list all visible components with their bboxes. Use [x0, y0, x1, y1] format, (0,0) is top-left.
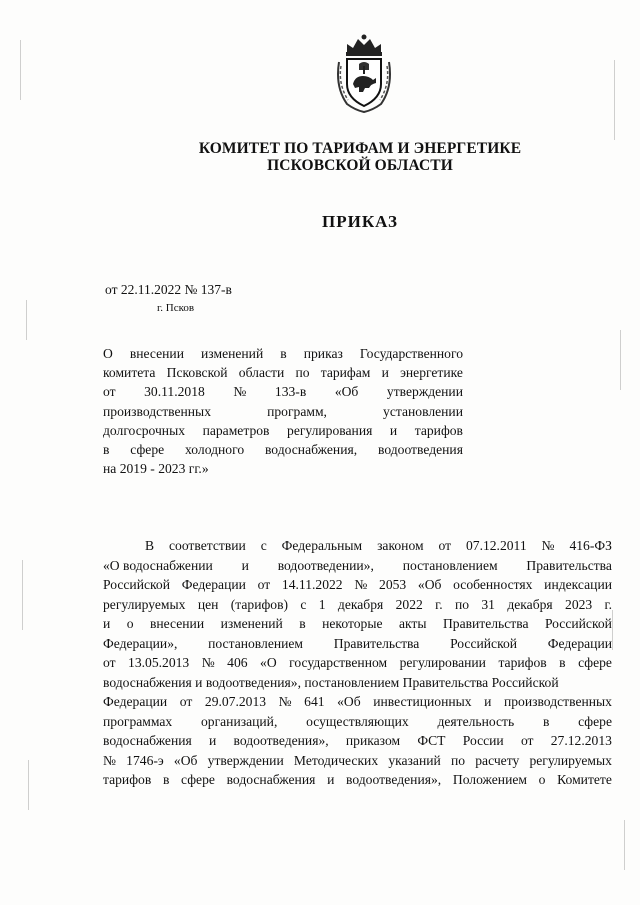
word: и: [103, 616, 111, 631]
text-line: [103, 770, 612, 790]
word: водоотведения»,: [233, 733, 329, 748]
word: Федерации: [103, 694, 168, 709]
word: в: [299, 616, 306, 631]
word: от: [179, 694, 193, 709]
word: Правительства: [526, 557, 612, 573]
word: г.: [604, 596, 612, 612]
word: осуществляющих: [306, 713, 409, 729]
word: от: [103, 384, 116, 400]
word: 2022: [395, 596, 423, 612]
word: регулирования: [287, 422, 373, 438]
text-line: [103, 731, 612, 751]
word: о: [126, 616, 134, 631]
word: 406: [227, 655, 248, 670]
word: О: [103, 346, 113, 361]
word: «Об: [173, 752, 198, 768]
word: холодного: [185, 442, 245, 458]
word: Правительства: [442, 616, 529, 631]
word: регулируемых: [529, 752, 612, 768]
word: в: [542, 713, 550, 729]
order-city: г. Псков: [157, 302, 195, 314]
word: изменений: [220, 616, 283, 631]
word: утверждении: [386, 384, 463, 400]
word: программах: [103, 713, 173, 729]
order-title: ПРИКАЗ: [322, 212, 398, 231]
word: указаний: [388, 752, 441, 768]
word: внесении: [129, 346, 184, 361]
word: расчету: [475, 752, 520, 768]
committee-name-line2: ПСКОВСКОЙ ОБЛАСТИ: [267, 157, 453, 174]
word: от: [257, 577, 271, 592]
text-line: [103, 751, 612, 771]
word: водоснабжения,: [264, 442, 358, 458]
word: водоснабжения: [226, 772, 316, 787]
word: акты: [398, 616, 427, 631]
text-line: [103, 344, 463, 363]
word: №: [278, 694, 292, 709]
word: декабря: [337, 596, 384, 612]
word: производственных: [503, 694, 612, 709]
word: в: [162, 772, 170, 787]
word: и: [381, 365, 389, 381]
word: в: [103, 442, 110, 458]
word: производственных: [103, 403, 211, 419]
word: «Об: [334, 384, 359, 400]
word: №: [103, 752, 116, 768]
word: сфере: [578, 655, 612, 670]
word: Методических: [293, 752, 379, 768]
text-line: [103, 382, 463, 401]
word: 31: [481, 596, 495, 612]
word: Псковской: [166, 365, 228, 381]
text-line: [103, 712, 612, 732]
text-line: [103, 363, 463, 382]
order-date-number: от 22.11.2022 № 137-в: [105, 282, 232, 297]
text-line: [103, 556, 612, 576]
word: тарифам: [320, 365, 371, 381]
word: в: [559, 655, 566, 670]
word: инвестиционных: [373, 694, 472, 709]
word: на 2019 - 2023 гг.»: [103, 461, 209, 477]
word: Федерации: [181, 577, 246, 592]
word: 13.05.2013: [128, 655, 190, 670]
word: Российской: [103, 577, 170, 592]
word: «О водоснабжении: [103, 557, 213, 573]
word: внесении: [149, 616, 205, 631]
word: цен: [197, 596, 219, 612]
word: от: [520, 733, 534, 748]
word: декабря: [507, 596, 553, 612]
word: 07.12.2011: [465, 538, 527, 553]
word: водоснабжения и водоотведения», постановлением Правительства Российской: [103, 674, 559, 690]
text-line: [103, 653, 612, 673]
word: водоотведении»,: [277, 557, 374, 573]
word: области: [238, 365, 285, 381]
word: №: [201, 655, 215, 670]
word: 2023: [565, 596, 593, 612]
text-line: [103, 421, 463, 440]
text-line: [103, 536, 612, 556]
word: Государственного: [359, 346, 463, 361]
word: водоотведения: [378, 442, 463, 458]
word: 27.12.2013: [550, 733, 612, 748]
word: 1: [318, 596, 326, 612]
word: России: [462, 733, 504, 748]
word: сфере: [130, 442, 165, 458]
word: индексации: [544, 577, 612, 592]
word: 14.11.2022: [281, 577, 343, 592]
text-line: [103, 673, 612, 693]
word: в: [280, 346, 287, 361]
word: сфере: [181, 772, 215, 787]
word: комитета: [103, 365, 156, 381]
word: организаций,: [200, 713, 278, 729]
text-line: [103, 692, 612, 712]
word: изменений: [201, 346, 264, 361]
word: постановлением: [208, 635, 304, 651]
word: о: [538, 772, 546, 787]
word: №: [541, 538, 555, 553]
text-line: [103, 634, 612, 654]
word: 416-ФЗ: [569, 538, 612, 553]
word: и: [484, 694, 492, 709]
word: 29.07.2013: [204, 694, 267, 709]
word: особенностях: [453, 577, 533, 592]
text-line: [103, 459, 463, 478]
word: 1746-э: [126, 752, 164, 768]
word: соответствии: [168, 538, 246, 553]
word: и: [209, 733, 217, 748]
text-line: [103, 402, 463, 421]
word: 133-в: [274, 384, 307, 400]
word: по: [450, 752, 466, 768]
word: «Об: [337, 694, 361, 709]
word: Российской: [544, 616, 612, 631]
word: и: [327, 772, 335, 787]
word: ФСТ: [417, 733, 446, 748]
word: с: [260, 538, 267, 553]
word: (тарифов): [230, 596, 289, 612]
word: тарифов: [498, 655, 547, 670]
word: №: [233, 384, 247, 400]
word: 641: [304, 694, 325, 709]
word: тарифов: [103, 772, 152, 787]
order-subject: [103, 344, 463, 478]
order-body-paragraph: [103, 536, 612, 790]
word: приказом: [345, 733, 401, 748]
word: от: [438, 538, 452, 553]
text-line: [103, 595, 612, 615]
word: №: [354, 577, 368, 592]
word: Правительства: [333, 635, 420, 651]
word: Положением: [452, 772, 527, 787]
word: Федеральным: [281, 538, 363, 553]
word: программ,: [267, 403, 327, 419]
word: постановлением: [402, 557, 498, 573]
word: сфере: [578, 713, 612, 729]
word: по: [295, 365, 310, 381]
word: некоторые: [322, 616, 383, 631]
word: законом: [377, 538, 424, 553]
word: от: [103, 655, 116, 670]
text-line: [103, 575, 612, 595]
committee-name-line1: КОМИТЕТ ПО ТАРИФАМ И ЭНЕРГЕТИКЕ: [198, 140, 522, 157]
word: «О: [260, 655, 277, 670]
word: и: [241, 557, 249, 573]
word: параметров: [202, 422, 270, 438]
word: государственном: [289, 655, 388, 670]
word: и: [389, 422, 398, 438]
word: водоотведения»,: [346, 772, 442, 787]
word: Комитете: [557, 772, 612, 787]
word: 2053: [379, 577, 407, 592]
word: 30.11.2018: [144, 384, 205, 400]
word: «Об: [417, 577, 442, 592]
word: регулировании: [399, 655, 486, 670]
word: Федерации: [547, 635, 612, 651]
word: приказ: [303, 346, 343, 361]
word: деятельность: [437, 713, 515, 729]
word: долгосрочных: [103, 422, 186, 438]
word: г.: [435, 596, 443, 612]
word: по: [454, 596, 470, 612]
word: энергетике: [400, 365, 463, 381]
word: тарифов: [414, 422, 463, 438]
word: с: [300, 596, 307, 612]
text-line: [103, 614, 612, 634]
word: В: [145, 538, 155, 553]
word: утверждении: [207, 752, 284, 768]
word: водоснабжения: [103, 733, 192, 748]
word: установлении: [383, 403, 463, 419]
text-line: [103, 440, 463, 459]
word: Российской: [450, 635, 518, 651]
word: Федерации»,: [103, 635, 178, 651]
word: регулируемых: [103, 596, 186, 612]
pskov-oblast-coat-of-arms-icon: [333, 32, 395, 114]
